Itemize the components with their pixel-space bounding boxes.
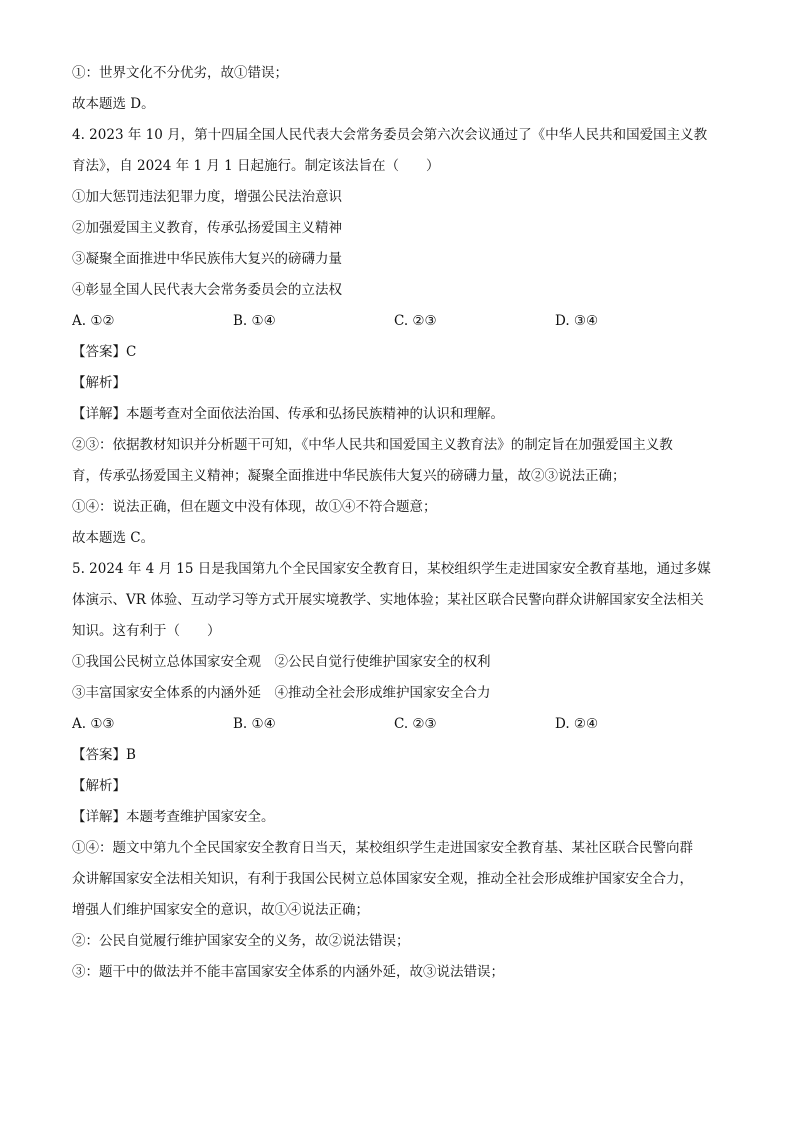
question-4-stem: 4. 2023 年 10 月，第十四届全国人民代表大会常务委员会第六次会议通过了《中华人民共和国爱国主义教 (72, 127, 708, 143)
question-5-options (72, 709, 732, 740)
question-4-item: ②加强爱国主义教育，传承弘扬爱国主义精神 (72, 220, 342, 236)
question-4-item: ④彰显全国人民代表大会常务委员会的立法权 (72, 282, 342, 298)
option-b: B. ①④ (233, 716, 276, 732)
explanation-line: ①④：题文中第九个全民国家安全教育日当天，某校组织学生走进国家安全教育基、某社区联合民警向群 (72, 840, 693, 856)
text-line: 故本题选 D。 (72, 96, 155, 112)
explanation-line: ②：公民自觉履行维护国家安全的义务，故②说法错误； (72, 933, 410, 949)
option-c: C. ②③ (394, 716, 437, 732)
analysis-label: 【解析】 (72, 778, 126, 794)
question-5-item: ①我国公民树立总体国家安全观 ②公民自觉行使维护国家安全的权利 (72, 654, 491, 670)
explanation-line: 【详解】本题考查维护国家安全。 (72, 809, 275, 825)
option-a: A. ①② (72, 313, 115, 329)
answer-label: 【答案】B (72, 747, 136, 763)
question-4-item: ①加大惩罚违法犯罪力度，增强公民法治意识 (72, 189, 342, 205)
analysis-label: 【解析】 (72, 375, 126, 391)
question-4-options (72, 306, 732, 337)
option-c: C. ②③ (394, 313, 437, 329)
question-4-item: ③凝聚全面推进中华民族伟大复兴的磅礴力量 (72, 251, 342, 267)
question-5-stem: 知识。这有利于（ ） (72, 623, 221, 639)
question-5-stem: 5. 2024 年 4 月 15 日是我国第九个全民国家安全教育日，某校组织学生走进国家安全教育基地，通过多媒 (72, 561, 711, 577)
text-line: 故本题选 C。 (72, 530, 155, 546)
explanation-line: 增强人们维护国家安全的意识，故①④说法正确； (72, 902, 369, 918)
explanation-line: 育，传承弘扬爱国主义精神；凝聚全面推进中华民族伟大复兴的磅礴力量，故②③说法正确； (72, 468, 626, 484)
option-a: A. ①③ (72, 716, 115, 732)
explanation-line: ③：题干中的做法并不能丰富国家安全体系的内涵外延，故③说法错误； (72, 964, 504, 980)
option-d: D. ③④ (555, 313, 599, 329)
document-page (72, 58, 732, 988)
question-5-item: ③丰富国家安全体系的内涵外延 ④推动全社会形成维护国家安全合力 (72, 685, 491, 701)
text-line: ①：世界文化不分优劣，故①错误； (72, 65, 288, 81)
option-b: B. ①④ (233, 313, 276, 329)
explanation-line: ①④：说法正确，但在题文中没有体现，故①④不符合题意； (72, 499, 437, 515)
question-5-stem: 体演示、VR 体验、互动学习等方式开展实境教学、实地体验；某社区联合民警向群众讲解国家安全法相关 (72, 592, 704, 608)
explanation-line: 众讲解国家安全法相关知识，有利于我国公民树立总体国家安全观，推动全社会形成维护国家安全合力， (72, 871, 693, 887)
question-4-stem: 育法》，自 2024 年 1 月 1 日起施行。制定该法旨在（ ） (72, 158, 440, 174)
option-d: D. ②④ (555, 716, 599, 732)
explanation-line: ②③：依据教材知识并分析题干可知，《中华人民共和国爱国主义教育法》的制定旨在加强爱国主义教 (72, 437, 673, 453)
explanation-line: 【详解】本题考查对全面依法治国、传承和弘扬民族精神的认识和理解。 (72, 406, 504, 422)
answer-label: 【答案】C (72, 344, 137, 360)
